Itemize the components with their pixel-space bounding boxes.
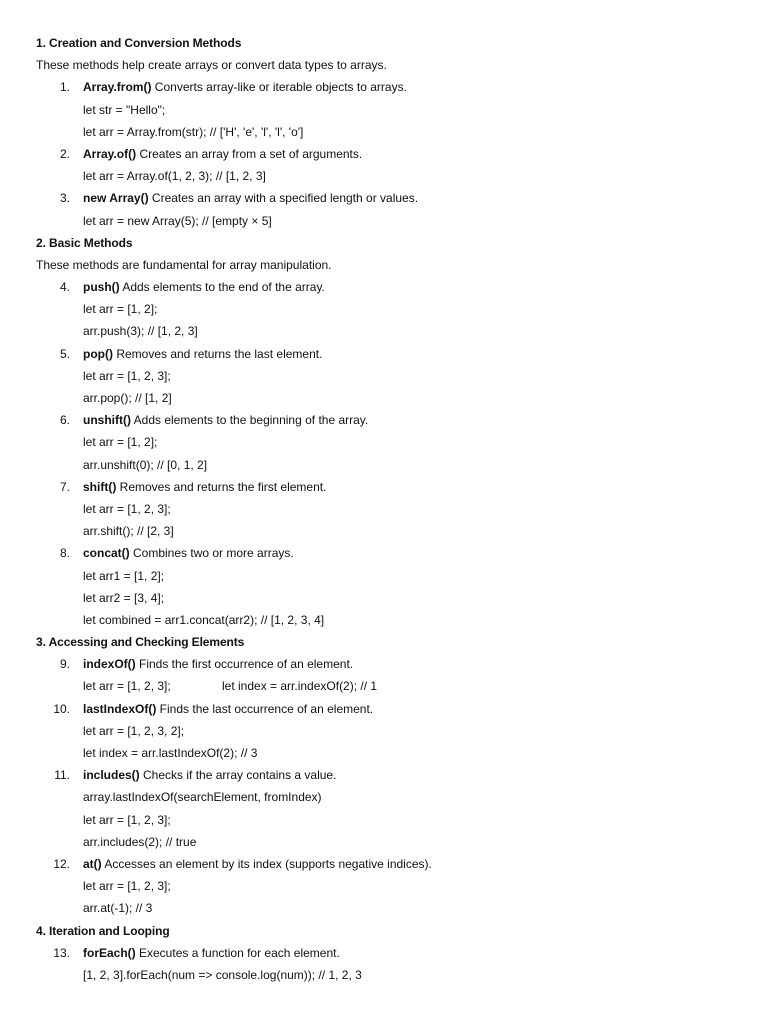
list-item <box>36 476 736 498</box>
item-number: 8. <box>59 546 70 561</box>
section-heading: 2. Basic Methods <box>36 235 133 250</box>
item-number: 4. <box>59 280 70 295</box>
method-description: Removes and returns the first element. <box>116 479 327 494</box>
code-line: let arr = Array.of(1, 2, 3); // [1, 2, 3] <box>83 169 266 184</box>
code-line: let arr = [1, 2, 3, 2]; <box>83 723 185 738</box>
code-line: let arr = [1, 2]; <box>83 302 158 317</box>
code-line: let arr = [1, 2, 3]; <box>83 368 171 383</box>
list-item <box>36 853 736 875</box>
method-name: lastIndexOf() <box>83 701 157 716</box>
list-item <box>36 187 736 209</box>
method-description: Accesses an element by its index (supports negative indices). <box>101 856 432 871</box>
code-line: let arr2 = [3, 4]; <box>83 590 165 605</box>
list-item <box>36 76 736 98</box>
item-number: 1. <box>59 80 70 95</box>
list-item <box>36 698 736 720</box>
list-item <box>36 143 736 165</box>
code-line: arr.includes(2); // true <box>83 834 197 849</box>
method-description: Checks if the array contains a value. <box>139 768 337 783</box>
code-line: [1, 2, 3].forEach(num => console.log(num)); // 1, 2, 3 <box>83 967 362 982</box>
method-name: new Array() <box>83 191 149 206</box>
code-line: arr.push(3); // [1, 2, 3] <box>83 324 198 339</box>
item-number: 9. <box>59 657 70 672</box>
code-line <box>36 675 736 697</box>
document-page <box>36 32 736 986</box>
item-number: 11. <box>54 768 70 783</box>
method-description: Combines two or more arrays. <box>129 546 294 561</box>
code-line: let arr = [1, 2, 3]; <box>83 501 171 516</box>
code-line: let arr1 = [1, 2]; <box>83 568 165 583</box>
item-number: 7. <box>59 479 70 494</box>
code-line: let str = "Hello"; <box>83 102 166 117</box>
method-description: Converts array-like or iterable objects to arrays. <box>151 80 407 95</box>
method-name: forEach() <box>83 945 136 960</box>
code-line: arr.at(-1); // 3 <box>83 901 153 916</box>
method-description: Adds elements to the end of the array. <box>119 280 325 295</box>
method-description: Removes and returns the last element. <box>112 346 323 361</box>
code-line: let combined = arr1.concat(arr2); // [1, 2, 3, 4] <box>83 612 325 627</box>
section-heading: 3. Accessing and Checking Elements <box>36 635 245 650</box>
method-name: shift() <box>83 479 117 494</box>
code-line: let index = arr.lastIndexOf(2); // 3 <box>83 746 258 760</box>
section-heading: 4. Iteration and Looping <box>36 923 170 938</box>
list-item <box>36 409 736 431</box>
method-name: unshift() <box>83 413 131 428</box>
list-item <box>36 276 736 298</box>
code-line: arr.unshift(0); // [0, 1, 2] <box>83 457 208 472</box>
method-name: includes() <box>83 768 140 783</box>
method-description: Creates an array from a set of arguments. <box>136 146 363 161</box>
code-line: let arr = Array.from(str); // ['H', 'e', 'l', 'l', 'o'] <box>83 124 304 139</box>
code-line: arr.pop(); // [1, 2] <box>83 391 172 405</box>
item-number: 2. <box>59 146 70 161</box>
method-description: Finds the first occurrence of an element. <box>135 657 354 672</box>
method-name: pop() <box>83 346 113 361</box>
method-name: at() <box>83 856 102 871</box>
list-item <box>36 942 736 964</box>
item-number: 10. <box>53 701 70 716</box>
item-number: 13. <box>53 945 70 960</box>
item-number: 3. <box>59 191 70 206</box>
item-number: 5. <box>59 346 70 361</box>
list-item <box>36 764 736 786</box>
list-item <box>36 343 736 365</box>
code-fragment: let arr = [1, 2, 3]; <box>83 679 171 694</box>
method-description: Executes a function for each element. <box>135 945 340 960</box>
code-line: array.lastIndexOf(searchElement, fromIndex) <box>83 790 322 805</box>
section-intro: These methods are fundamental for array manipulation. <box>36 257 332 272</box>
code-line: arr.shift(); // [2, 3] <box>83 524 174 539</box>
item-number: 12. <box>53 856 70 871</box>
code-line: let arr = new Array(5); // [empty × 5] <box>83 213 272 228</box>
method-name: Array.from() <box>83 80 152 95</box>
code-line: let arr = [1, 2, 3]; <box>83 812 171 827</box>
method-name: Array.of() <box>83 146 137 161</box>
method-description: Finds the last occurrence of an element. <box>156 701 374 716</box>
method-description: Creates an array with a specified length or values. <box>148 191 419 206</box>
code-line: let arr = [1, 2, 3]; <box>83 879 171 894</box>
method-name: concat() <box>83 546 130 561</box>
list-item <box>36 542 736 564</box>
code-line: let arr = [1, 2]; <box>83 435 158 450</box>
method-name: push() <box>83 280 120 295</box>
section-intro: These methods help create arrays or convert data types to arrays. <box>36 58 387 73</box>
code-fragment: let index = arr.indexOf(2); // 1 <box>222 679 378 694</box>
method-name: indexOf() <box>83 657 136 672</box>
method-description: Adds elements to the beginning of the array. <box>130 413 369 428</box>
item-number: 6. <box>59 413 70 428</box>
section-heading: 1. Creation and Conversion Methods <box>36 36 242 50</box>
list-item <box>36 653 736 675</box>
